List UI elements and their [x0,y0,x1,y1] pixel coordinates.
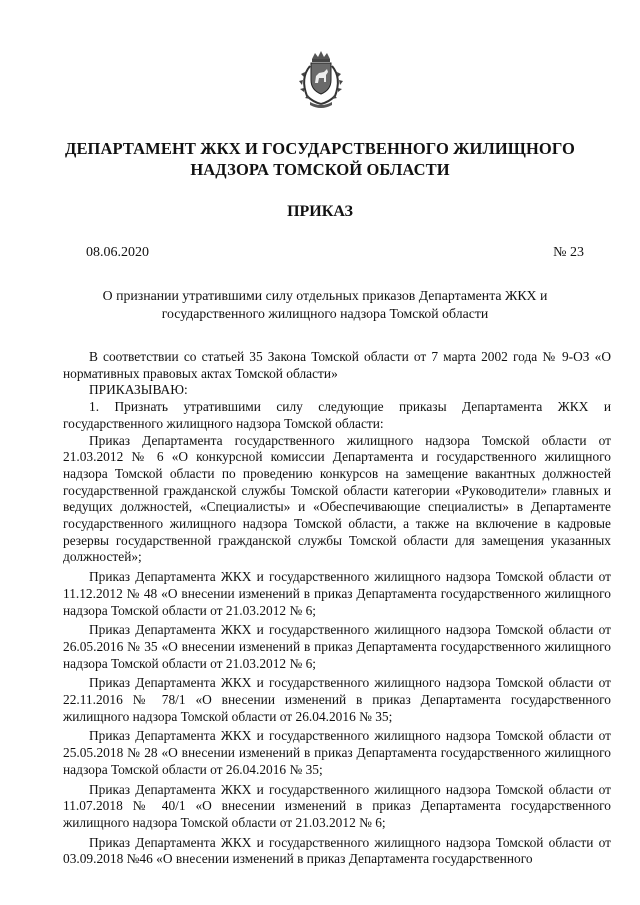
order-list-item: Приказ Департамента ЖКХ и государственного жилищного надзора Томской области от 22.11.2016 № 78/1 «О внесении изменений в приказ Департамента государственного жилищного надзора Томской области от 26.04.2016 № 35; [63,675,611,724]
order-list-item: Приказ Департамента ЖКХ и государственного жилищного надзора Томской области от 11.12.2012 № 48 «О внесении изменений в приказ Департамента государственного жилищного надзора Томской области от 21.03.2012 № 6; [63,569,611,618]
document-body [63,349,611,868]
order-list-item: Приказ Департамента государственного жилищного надзора Томской области от 21.03.2012 № 6 «О конкурсной комиссии Департамента и государственного жилищного надзора Томской области по проведению конкурсов на замещение вакантных должностей государственной гражданской службы Томской области категории «Руководители» главных и ведущих должностей, «Специалисты» и «Обеспечивающие специалисты» в Департаменте государственного жилищного надзора Томской области, а также на включение в кадровые резервы государственной гражданской службы Томской области для замещения указанных должностей»; [63,432,611,565]
order-list-item: Приказ Департамента ЖКХ и государственного жилищного надзора Томской области от 25.05.2018 № 28 «О внесении изменений в приказ Департамента государственного жилищного надзора Томской области от 26.04.2016 № 35; [63,728,611,777]
order-list-item: Приказ Департамента ЖКХ и государственного жилищного надзора Томской области от 26.05.2016 № 35 «О внесении изменений в приказ Департамента государственного жилищного надзора Томской области от 21.03.2012 № 6; [63,622,611,671]
organization-title: ДЕПАРТАМЕНТ ЖКХ И ГОСУДАРСТВЕННОГО ЖИЛИЩНОГО НАДЗОРА ТОМСКОЙ ОБЛАСТИ [65,139,575,179]
coat-of-arms-emblem [297,50,345,110]
document-date: 08.06.2020 [86,245,149,260]
document-type: ПРИКАЗ [287,203,353,220]
document-number: № 23 [553,245,584,260]
preamble-paragraph: В соответствии со статьей 35 Закона Томской области от 7 марта 2002 года № 9-ОЗ «О нормативных правовых актах Томской области» [63,349,611,381]
document-subject: О признании утратившими силу отдельных приказов Департамента ЖКХ и государственного жилищного надзора Томской области [102,288,548,321]
order-list-item: Приказ Департамента ЖКХ и государственного жилищного надзора Томской области от 11.07.2018 № 40/1 «О внесении изменений в приказ Департамента государственного жилищного надзора Томской области от 21.03.2012 № 6; [63,781,611,830]
order-list-item: Приказ Департамента ЖКХ и государственного жилищного надзора Томской области от 03.09.2018 №46 «О внесении изменений в приказ Департамента государственного [63,834,611,867]
order-word: ПРИКАЗЫВАЮ: [89,382,188,398]
item-1-paragraph: 1. Признать утратившими силу следующие приказы Департамента ЖКХ и государственного жилищного надзора Томской области: [63,399,611,431]
